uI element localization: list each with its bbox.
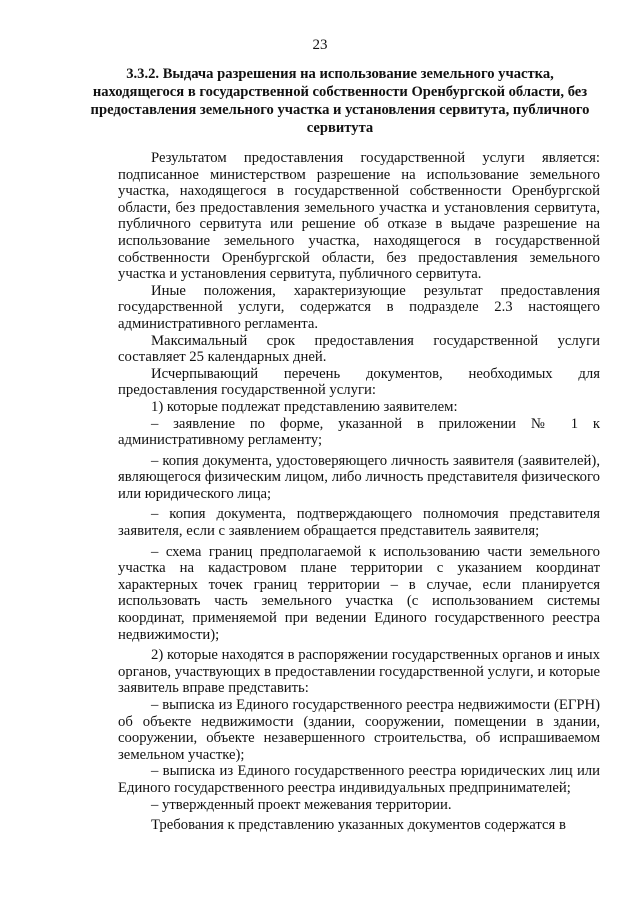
section-heading: 3.3.2. Выдача разрешения на использование земельного участка, находящегося в государственной собственности Оренбургской области, без предоставления земельного участка и установления сервитута, публичного сервитута	[90, 66, 590, 136]
paragraph-documents-list: Исчерпывающий перечень документов, необходимых для предоставления государственной услуги:	[118, 365, 600, 399]
paragraph-government-docs: 2) которые находятся в распоряжении государственных органов и иных органов, участвующих в предоставлении государственной услуги, и которые заявитель вправе представить:	[118, 647, 600, 697]
list-item-survey-project: – утвержденный проект межевания территории.	[151, 796, 452, 813]
paragraph-max-term: Максимальный срок предоставления государственной услуги составляет 25 календарных дней.	[118, 332, 600, 366]
list-item-application: – заявление по форме, указанной в приложении № 1 к административному регламенту;	[118, 415, 600, 449]
paragraph-result: Результатом предоставления государственной услуги является: подписанное министерством разрешение на использование земельного участка, находящегося в государственной собственности Оренбургской области, без предоставления земельного участка и установления сервитута, публичного сервитута или решение об отказе в выдаче разрешение на использование земельного участка, находящегося в государственной собственности Оренбургской области, без предоставления земельного участка и установления сервитута, публичного сервитута.	[118, 150, 600, 283]
paragraph-requirements: Требования к представлению указанных документов содержатся в	[151, 817, 566, 834]
paragraph-applicant-docs: 1) которые подлежат представлению заявителем:	[151, 398, 458, 415]
page-number: 23	[312, 37, 328, 53]
list-item-egrn-extract: – выписка из Единого государственного реестра недвижимости (ЕГРН) об объекте недвижимости (здании, сооружении, помещении в здании, сооружении, объекте незавершенного строительства, об испрашиваемом земельном участке);	[118, 697, 600, 763]
body-text	[118, 150, 600, 834]
list-item-registry-extract: – выписка из Единого государственного реестра юридических лиц или Единого государственного реестра индивидуальных предпринимателей;	[118, 763, 600, 796]
list-item-authority-copy: – копия документа, подтверждающего полномочия представителя заявителя, если с заявлением обращается представитель заявителя;	[118, 506, 600, 540]
list-item-boundary-scheme: – схема границ предполагаемой к использованию части земельного участка на кадастровом плане территории с указанием координат характерных точек границ территории – в случае, если планируется использовать часть земельного участка (с использованием системы координат, применяемой при ведении Единого государственного реестра недвижимости);	[118, 543, 600, 643]
list-item-identity-copy: – копия документа, удостоверяющего личность заявителя (заявителей), являющегося физическим лицом, либо личность представителя физического или юридического лица;	[118, 452, 600, 502]
paragraph-other-provisions: Иные положения, характеризующие результат предоставления государственной услуги, содержатся в подразделе 2.3 настоящего административного регламента.	[118, 282, 600, 332]
